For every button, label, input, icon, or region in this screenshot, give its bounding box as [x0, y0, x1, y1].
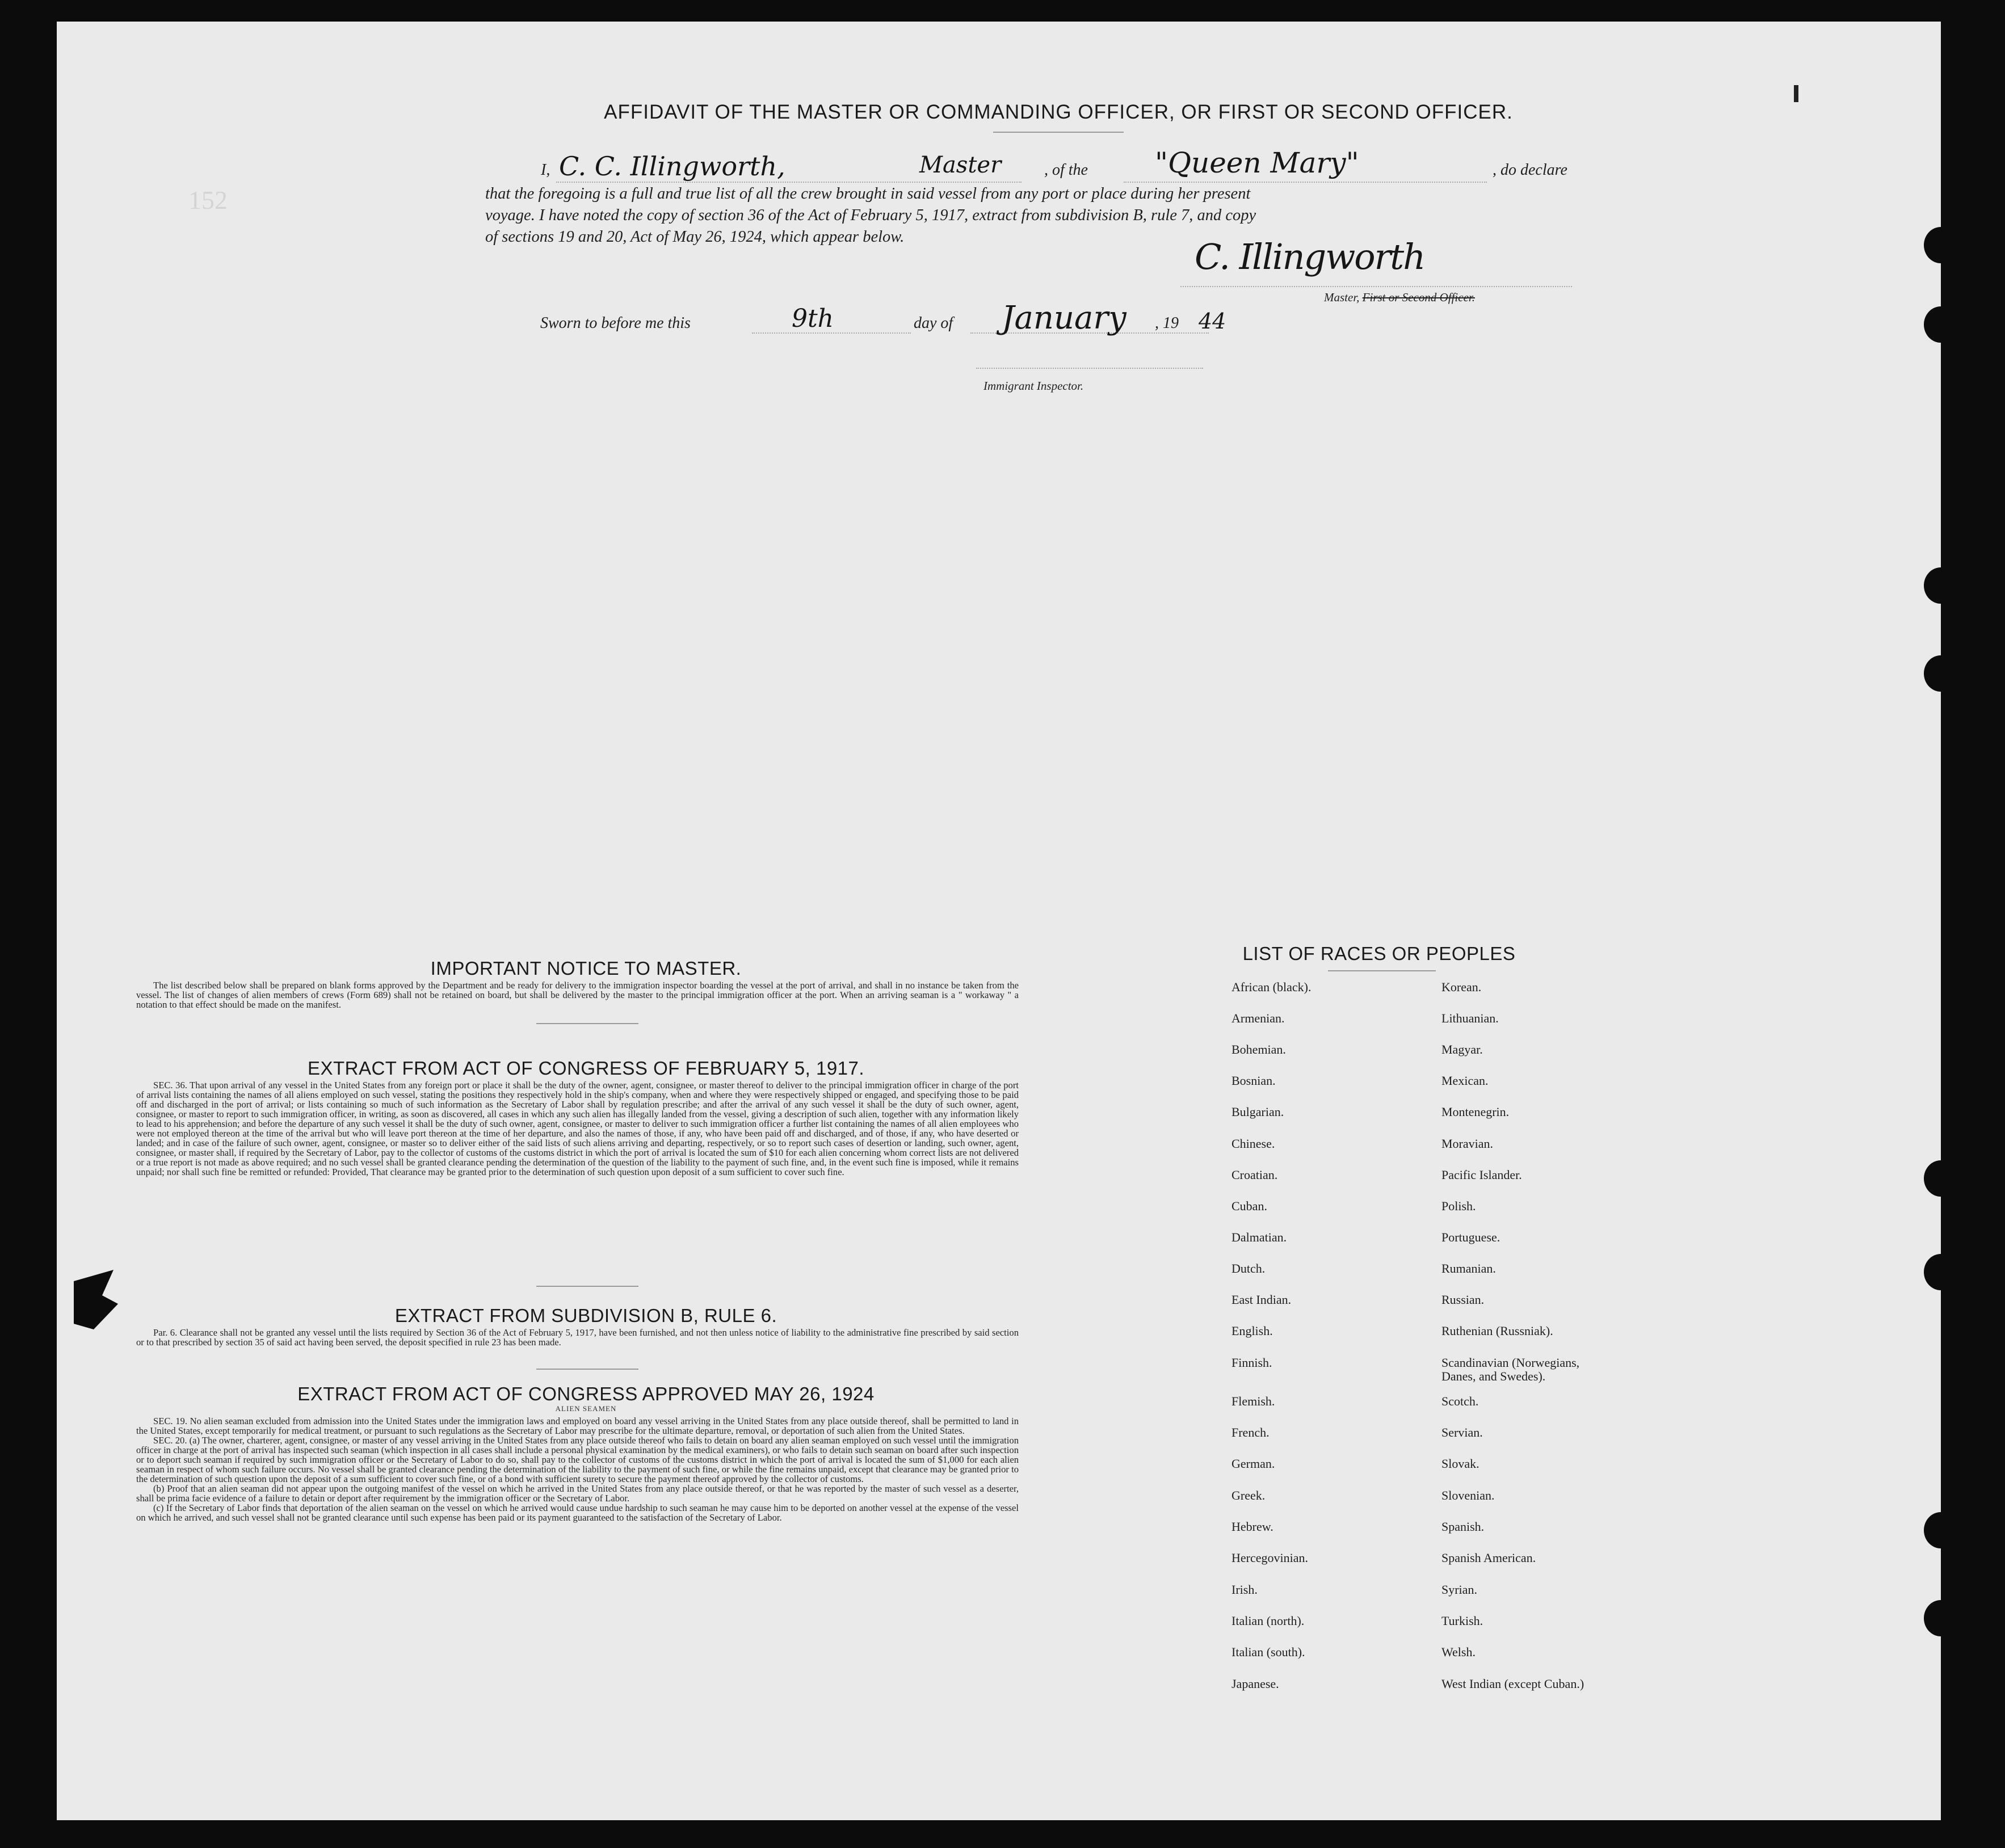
act-1924-subtitle: ALIEN SEAMEN	[555, 1404, 617, 1413]
race-left-19: Hercegovinian.	[1231, 1551, 1308, 1565]
race-right-21: Turkish.	[1441, 1614, 1483, 1628]
act-1924-sec-20b: (b) Proof that an alien seaman did not appear upon the outgoing manifest of the vessel on which he arrived in the United States from any place outside thereof, or that he was reported by the master of such vessel as a deserter, shall be prima facie evidence of a failure to detain or deport after requirement by the immigration officer or the Secretary of Labor.	[136, 1483, 1019, 1504]
act-1917-title: EXTRACT FROM ACT OF CONGRESS OF FEBRUARY 5, 1917.	[307, 1058, 865, 1079]
race-right-7: Pacific Islander.	[1441, 1168, 1522, 1182]
race-left-7: Croatian.	[1231, 1168, 1278, 1182]
notice-rule	[536, 1023, 638, 1024]
race-right-3: Magyar.	[1441, 1042, 1483, 1056]
paper-tear	[74, 1270, 125, 1332]
notice-body: The list described below shall be prepared on blank forms approved by the Department and be ready for delivery to the immigration inspector boarding the vessel at the port of arrival, and shall in no instance be taken from the vessel. The list of changes of alien members of crews (Form 689) shall not be retained on board, but shall be delivered by the master to the principal immigration officer at the port. When an arriving seaman is a " workaway " a notation to that effect should be made on the manifest.	[136, 980, 1019, 1010]
affidavit-line-2: that the foregoing is a full and true list of all the crew brought in said vessel from any port or place during her present	[485, 185, 1251, 203]
year-prefix: , 19	[1155, 314, 1179, 332]
master-name: C. C. Illingworth,	[559, 151, 785, 182]
race-right-16: Slovak.	[1441, 1456, 1479, 1471]
inspector-label: Immigrant Inspector.	[983, 379, 1084, 393]
race-left-14: Flemish.	[1231, 1394, 1275, 1408]
master-signature: C. Illingworth	[1195, 236, 1425, 277]
races-rule	[1328, 970, 1436, 971]
binder-hole-5	[1924, 1160, 1958, 1197]
act-1924-sec-20c: (c) If the Secretary of Labor finds that deportation of the alien seaman on the vessel on which he arrived would cause undue hardship to such seaman he may cause him to be deported on another vessel at the expense of the vessel on which he arrived, and such vessel shall not be granted clearance until such expense has been paid or its payment guaranteed to the satisfaction of the Secretary of Labor.	[136, 1502, 1019, 1523]
race-right-11: Russian.	[1441, 1293, 1485, 1307]
binder-hole-4	[1924, 655, 1958, 692]
race-right-19: Spanish American.	[1441, 1551, 1536, 1565]
binder-hole-7	[1924, 1512, 1958, 1548]
name-line	[556, 182, 1022, 183]
sworn-label: Sworn to before me this	[540, 314, 691, 332]
race-right-1: Korean.	[1441, 980, 1482, 994]
race-right-13: Scandinavian (Norwegians, Danes, and Swedes).	[1441, 1356, 1580, 1383]
binder-hole-2	[1924, 306, 1958, 343]
vessel-name: "Queen Mary"	[1155, 146, 1359, 179]
race-left-11: East Indian.	[1231, 1293, 1292, 1307]
affidavit-line-3: voyage. I have noted the copy of section 36 of the Act of February 5, 1917, extract from subdivision B, rule 7, and copy	[485, 207, 1256, 224]
act-1924-body	[136, 1416, 1019, 1522]
sworn-month: January	[1002, 300, 1127, 336]
race-right-4: Mexican.	[1441, 1074, 1489, 1088]
of-the-label: , of the	[1044, 161, 1088, 179]
race-right-2: Lithuanian.	[1441, 1011, 1499, 1025]
vessel-line	[1124, 182, 1487, 183]
binder-hole-6	[1924, 1254, 1958, 1290]
race-left-15: French.	[1231, 1425, 1270, 1439]
rule-6-title: EXTRACT FROM SUBDIVISION B, RULE 6.	[394, 1305, 777, 1326]
signer-caption	[1324, 291, 1475, 305]
race-right-15: Servian.	[1441, 1425, 1483, 1439]
sworn-day: 9th	[792, 304, 834, 333]
race-left-9: Dalmatian.	[1231, 1230, 1287, 1244]
title-rule	[993, 132, 1124, 133]
race-right-23: West Indian (except Cuban.)	[1441, 1677, 1584, 1691]
day-of-label: day of	[914, 314, 953, 332]
binder-hole-3	[1924, 567, 1958, 604]
edge-mark	[1794, 85, 1798, 102]
race-right-20: Syrian.	[1441, 1582, 1477, 1597]
race-right-14: Scotch.	[1441, 1394, 1479, 1408]
race-left-23: Japanese.	[1231, 1677, 1279, 1691]
race-left-17: Greek.	[1231, 1488, 1266, 1502]
rule-6-body: Par. 6. Clearance shall not be granted any vessel until the lists required by Section 36 of the Act of February 5, 1917, have been furnished, and not then unless notice of liability to the administrative fine prescribed by said section or to that prescribed by section 35 of said act having been served, the deposit specified in rule 23 has been made.	[136, 1327, 1019, 1348]
affidavit-title: AFFIDAVIT OF THE MASTER OR COMMANDING OFFICER, OR FIRST OR SECOND OFFICER.	[604, 101, 1513, 123]
signer-struck-label: First or Second Officer.	[1362, 291, 1475, 304]
race-right-12: Ruthenian (Russniak).	[1441, 1324, 1553, 1338]
race-left-10: Dutch.	[1231, 1261, 1266, 1276]
race-left-22: Italian (south).	[1231, 1645, 1305, 1659]
race-left-16: German.	[1231, 1456, 1275, 1471]
races-title: LIST OF RACES OR PEOPLES	[1242, 943, 1516, 964]
race-left-3: Bohemian.	[1231, 1042, 1286, 1056]
race-left-13: Finnish.	[1231, 1356, 1272, 1370]
race-right-8: Polish.	[1441, 1199, 1476, 1213]
race-left-6: Chinese.	[1231, 1136, 1275, 1151]
race-left-20: Irish.	[1231, 1582, 1258, 1597]
binder-hole-8	[1924, 1600, 1958, 1636]
race-left-2: Armenian.	[1231, 1011, 1285, 1025]
race-left-8: Cuban.	[1231, 1199, 1267, 1213]
signer-master-label: Master,	[1324, 291, 1360, 304]
faint-page-number: 152	[188, 186, 228, 214]
act-1917-rule	[536, 1286, 638, 1287]
do-declare-label: , do declare	[1493, 161, 1567, 179]
affidavit-line-4: of sections 19 and 20, Act of May 26, 1924, which appear below.	[485, 228, 905, 246]
act-1917-body: SEC. 36. That upon arrival of any vessel in the United States from any foreign port or place it shall be the duty of the owner, agent, consignee, or master thereof to deliver to the principal immigration officer in charge of the port of arrival lists containing the names of all aliens employed on such vessel, stating the positions they respectively hold in the ship's company, when and where they were respectively shipped or engaged, and specifying those to be paid off and discharged in the port of arrival; or lists containing so much of such information as the Secretary of Labor shall by regulation prescribe; and after the arrival of any such vessel it shall be the duty of such owner, agent, consignee, or master to report to such immigration officer, in writing, as soon as discovered, all cases in which any such alien has illegally landed from the vessel, giving a description of such alien, together with any information likely to lead to his apprehension; and before the departure of any such vessel it shall be the duty of such owner, agent, consignee, or master to deliver to such immigration officer a further list containing the names of all alien employees who were not employed thereon at the time of the arrival but who will leave port thereon at the time of her departure, and also the names of those, if any, who have been paid off and discharged, and of those, if any, who have deserted or landed; and in case of the failure of such owner, agent, consignee, or master so to deliver either of the said lists of such aliens arriving and departing, respectively, or so to report such cases of desertion or landing, such owner, agent, consignee, or master shall, if required by the Secretary of Labor, pay to the collector of customs of the customs district in which the port of arrival is located the sum of $10 for each alien concerning whom correct lists are not delivered or a true report is not made as above required; and no such vessel shall be granted clearance pending the determination of the question of the liability to the payment of such fine, and, in the event such fine is imposed, while it remains unpaid; nor shall such fine be remitted or refunded: Provided, That clearance may be granted prior to the determination of such question upon deposit of a sum sufficient to cover such fine.	[136, 1080, 1019, 1177]
race-left-18: Hebrew.	[1231, 1519, 1273, 1534]
signature-line	[1180, 286, 1572, 287]
race-right-22: Welsh.	[1441, 1645, 1476, 1659]
document-page	[57, 22, 1941, 1820]
race-right-17: Slovenian.	[1441, 1488, 1495, 1502]
race-right-9: Portuguese.	[1441, 1230, 1500, 1244]
act-1924-sec-20a: SEC. 20. (a) The owner, charterer, agent, consignee, or master of any vessel arriving in the United States from any place outside thereof who fails to detain on board any alien seaman employed on such vessel until the immigration officer in charge at the port of arrival has inspected such seaman (which inspection in all cases shall include a personal physical examination by the medical examiners), or who fails to detain such seaman on board after such inspection or to deport such seaman if required by such immigration officer or the Secretary of Labor to do so, shall pay to the collector of customs of the customs district in which the port of arrival is located the sum of $1,000 for each alien seaman in respect of whom such failure occurs. No vessel shall be granted clearance pending the determination of the liability to the payment of such fine, or while the fine remains unpaid, except that clearance may be granted prior to the determination of such question upon the deposit of a sum sufficient to cover such fine, or of a bond with sufficient surety to secure the payment thereof approved by the collector of customs.	[136, 1435, 1019, 1484]
binder-hole-1	[1924, 227, 1958, 263]
rank-handwritten: Master	[919, 152, 1002, 178]
race-right-5: Montenegrin.	[1441, 1105, 1510, 1119]
race-left-21: Italian (north).	[1231, 1614, 1305, 1628]
act-1924-title: EXTRACT FROM ACT OF CONGRESS APPROVED MAY 26, 1924	[297, 1383, 875, 1404]
race-left-1: African (black).	[1231, 980, 1312, 994]
affidavit-text	[485, 183, 1617, 248]
race-right-6: Moravian.	[1441, 1136, 1494, 1151]
rule-6-rule	[536, 1369, 638, 1370]
act-1924-sec-19: SEC. 19. No alien seaman excluded from admission into the United States under the immigration laws and employed on board any vessel arriving in the United States from any place outside thereof, shall be permitted to land in the United States, except temporarily for medical treatment, or pursuant to such regulations as the Secretary of Labor may prescribe for the ultimate departure, removal, or deportation of such alien from the United States.	[136, 1416, 1019, 1436]
race-left-12: English.	[1231, 1324, 1273, 1338]
race-right-18: Spanish.	[1441, 1519, 1485, 1534]
notice-title: IMPORTANT NOTICE TO MASTER.	[430, 958, 742, 979]
sworn-year: 44	[1199, 309, 1226, 334]
inspector-line	[976, 368, 1203, 369]
race-right-10: Rumanian.	[1441, 1261, 1496, 1276]
affidavit-intro: I,	[541, 161, 550, 179]
race-left-5: Bulgarian.	[1231, 1105, 1284, 1119]
race-left-4: Bosnian.	[1231, 1074, 1276, 1088]
